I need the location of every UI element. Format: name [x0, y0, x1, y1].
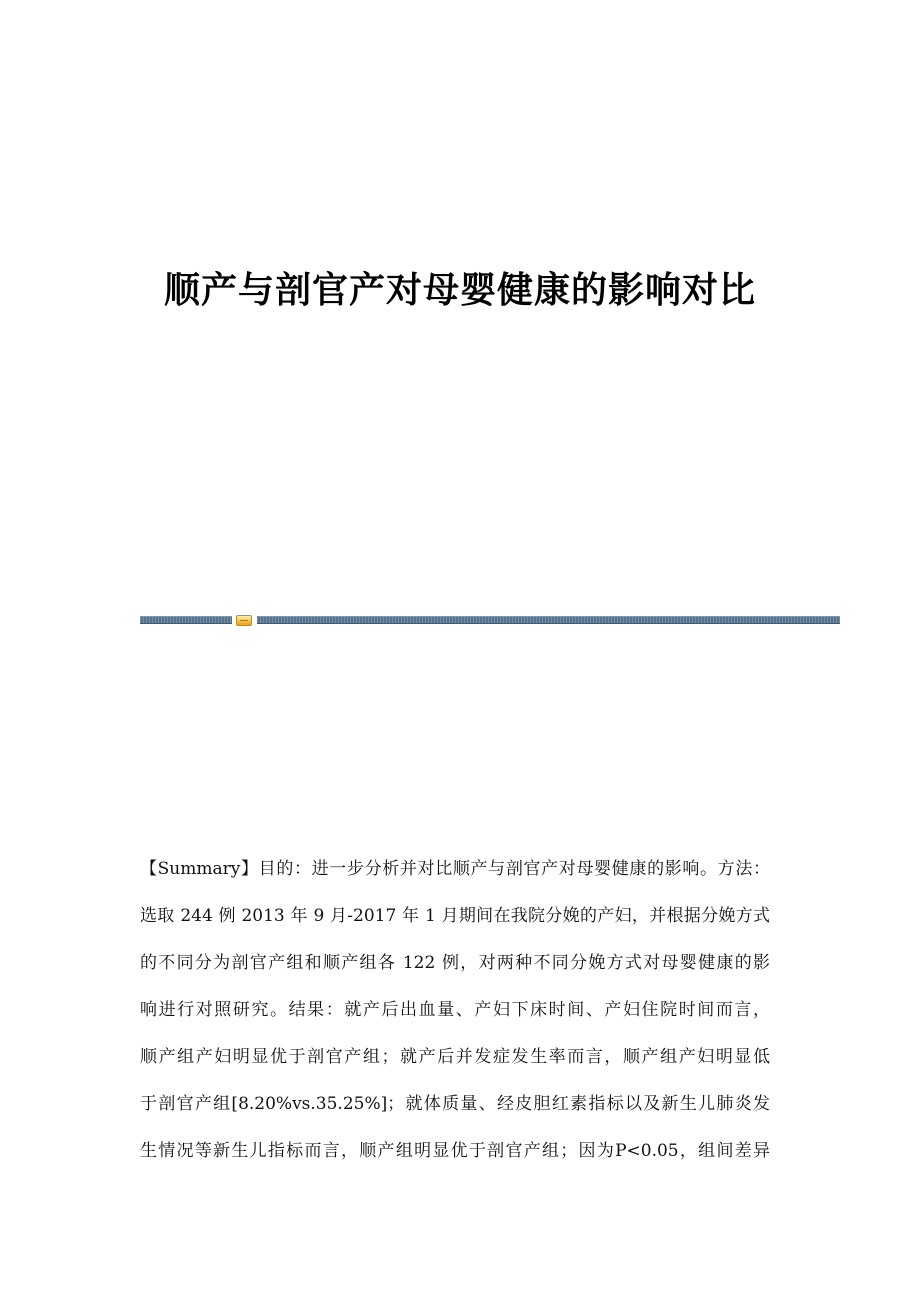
- summary-line: 生情况等新生儿指标而言，顺产组明显优于剖官产组；因为P<0.05，组间差异: [140, 1141, 770, 1161]
- document-title: 顺产与剖官产对母婴健康的影响对比: [163, 269, 756, 311]
- ornament-icon: [236, 615, 252, 626]
- divider-bar-right: [257, 616, 840, 624]
- summary-line: 顺产组产妇明显优于剖官产组；就产后并发症发生率而言，顺产组产妇明显低: [140, 1047, 770, 1067]
- summary-line: 响进行对照研究。结果：就产后出血量、产妇下床时间、产妇住院时间而言，: [140, 1000, 770, 1020]
- summary-line: 于剖官产组[8.20%vs.35.25%]；就体质量、经皮胆红素指标以及新生儿肺炎发: [140, 1094, 770, 1114]
- summary-line: 【Summary】目的：进一步分析并对比顺产与剖官产对母婴健康的影响。方法：: [140, 859, 770, 879]
- section-divider: [140, 615, 840, 626]
- summary-line: 的不同分为剖官产组和顺产组各 122 例，对两种不同分娩方式对母婴健康的影: [140, 953, 770, 973]
- divider-bar-left: [140, 616, 232, 624]
- summary-line: 选取 244 例 2013 年 9 月-2017 年 1 月期间在我院分娩的产妇，并根据分娩方式: [140, 906, 770, 926]
- summary-paragraph: [140, 846, 770, 1175]
